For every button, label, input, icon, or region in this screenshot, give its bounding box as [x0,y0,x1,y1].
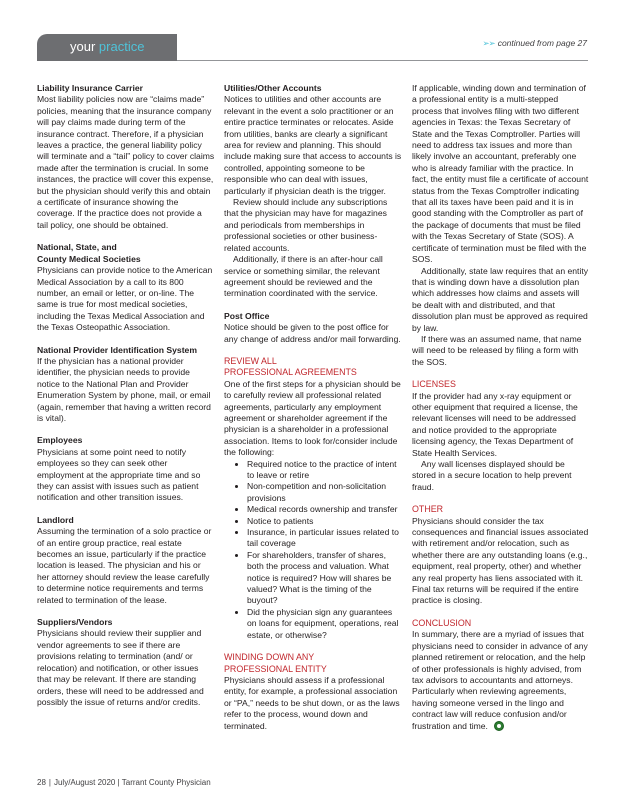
list-item: • Medical records ownership and transfer [247,504,402,515]
section-medical-societies [37,242,215,333]
heading-line: WINDING DOWN ANY [224,652,315,663]
section-heading: Post Office [224,310,270,321]
list-item: • Notice to patients [247,516,402,527]
section-employees [37,435,215,503]
page-footer [37,778,211,787]
section-heading: National Provider Identification System [37,344,197,355]
section-heading: Suppliers/Vendors [37,617,113,628]
paragraph: Physicians can provide notice to the American Medical Association by a call to its 800 number, an email or letter, or on-line. The same is true for most medical societies, including the Texas Medical Association and the Texas Osteopathic Association. [37,265,213,333]
list-item: • Did the physician sign any guarantees on loans for equipment, operations, real estate, or otherwise? [247,607,402,641]
section-agreements [224,356,402,641]
end-of-article-icon [494,721,504,731]
paragraph: Notices to utilities and other accounts are relevant in the event a solo practitioner or an entire practice terminates or relocates. Aside from utilities, banks are clearly a significant area for review and planning. This should include making sure that access to accounts is controlled, appointing someone to be responsible who can deal with issues, particularly if physician death is the trigger. [224,94,402,196]
paragraph: Assuming the termination of a solo practice or of an entire group practice, real estate becomes an issue, particularly if the practice location is leased. The physician and his or her attorney should review the lease carefully to determine notice requirements and terms related to termination of the lease. [37,526,212,605]
paragraph: Physicians should consider the tax consequences and financial issues associated with retirement and/or relocation, such as whether there are any outstanding loans (e.g., equipment, real property, other) and whether any real property has liens associated with it. Final tax returns will be required if the entire practice is closing. [412,515,589,606]
paragraph: Any wall licenses displayed should be stored in a secure location to help prevent fraud. [412,459,572,492]
section-winding-down [224,652,402,732]
section-word-your: your [70,39,96,54]
column-1 [37,83,215,719]
section-other [412,504,590,607]
section-tab [37,34,177,61]
column-2 [224,83,402,743]
section-heading [224,356,402,379]
heading-line: PROFESSIONAL ENTITY [224,663,327,674]
paragraph: If the physician has a national provider identifier, the physician needs to provide notice to the National Plan and Provider Enumeration System by phone, mail, or email (again, remember that having a written record is vital). [37,355,211,423]
section-heading: OTHER [412,504,444,515]
heading-line: PROFESSIONAL AGREEMENTS [224,367,357,378]
section-heading: Liability Insurance Carrier [37,83,144,93]
paragraph: Physicians should review their supplier and vendor agreements to see if there are provisions relating to termination (and/ or relocation) and notification, or other issues that may be relevant. If there are standing orders, these will need to be addressed and possibly the issue of returns and/or credits. [37,628,204,707]
paragraph: Notice should be given to the post office for any change of address and/or mail forwarding. [224,322,401,344]
section-heading: LICENSES [412,379,456,390]
section-utilities [224,83,402,300]
paragraph: Additionally, state law requires that an entity that is winding down have a dissolution plan which addresses how claims and assets will be dealt with and distributed, and that dissolution plan must be approved as required by law. [412,265,589,333]
continued-note [482,38,587,49]
paragraph: If there was an assumed name, that name will need to be released by filing a form with the SOS. [412,333,582,367]
section-heading: Landlord [37,514,74,525]
agreement-checklist [224,459,402,642]
paragraph [412,629,590,732]
heading-line: County Medical Societies [37,253,141,264]
list-item: • Insurance, in particular issues related to tail coverage [247,527,402,550]
paragraph: If the provider had any x-ray equipment or other equipment that required a license, the relevant licenses will need to be addressed and notice provided to the appropriate licensing agency, the Texas Department of State Health Services. [412,390,578,458]
paragraph: Additionally, if there is an after-hour call service or something similar, the relevant agreement should be reviewed and the termination coordinated with the service. [224,254,383,299]
paragraph: Physicians at some point need to notify employees so they can seek other employment at the appropriate time and so they can assist with issues such as patient notification and other transition issues. [37,446,201,503]
page-number: 28 [37,778,46,787]
section-word-practice: practice [98,39,145,54]
paragraph: If applicable, winding down and termination of a professional entity is a multi-stepped process that involves filing with two different agencies in Texas: the Texas Secretary of State and the Texas Comptroller. Parties will need to address tax issues and more than likely involve an accountant, preferably one who is already familiar with the practice. In fact, the entity must file a certificate of account status from the Texas Comptroller indicating that all its taxes have been paid and it is in good standing with the Comptroller as part of the package of documents that must be filed with the Texas Secretary of State (SOS). A certificate of termination must be filed with the SOS. [412,83,589,265]
paragraph: Physicians should assess if a professional entity, for example, a professional association or “PA,” needs to be shut down, or as the laws refer to the process, wound down and terminated. [224,674,400,731]
continued-text: continued from page 27 [497,38,587,48]
heading-line: National, State, and [37,242,117,253]
section-heading: Utilities/Other Accounts [224,83,322,93]
section-npi [37,345,215,425]
double-arrow-icon: ➢➢ [482,38,495,48]
section-heading [224,652,402,675]
paragraph: Most liability policies now are “claims made” policies, meaning that the insurance company will pay claims made during term of the insurance contract. Therefore, if a physician leaves a practice, the general liability policy will terminate and a “tail” policy to cover claims made after the termination is crucial. In some instances, the practice will cover this expense, but the physician should verify this and obtain a certificate of insurance showing the coverage. If the practice does not provide a tail policy, one should be obtained. [37,94,215,230]
issue-info: July/August 2020 | Tarrant County Physician [53,778,211,787]
paragraph: Review should include any subscriptions that the physician may have for magazines and periodicals from memberships in professional societies or other business-related accounts. [224,197,388,253]
section-heading: Employees [37,435,83,446]
section-licenses [412,379,590,493]
footer-separator: | [48,778,51,787]
section-landlord [37,515,215,606]
section-tab-label [70,39,144,54]
list-item: • For shareholders, transfer of shares, both the process and valuation. What notice is required? How will shares be valued? What is the timing of the buyout? [247,550,402,607]
list-item: • Required notice to the practice of intent to leave or retire [247,459,402,482]
section-conclusion [412,618,590,732]
section-winding-continued [412,83,590,368]
section-heading [37,242,215,265]
section-liability [37,83,215,231]
header-rule [177,60,588,61]
column-3 [412,83,590,743]
section-post-office [224,311,402,345]
section-suppliers [37,617,215,708]
heading-line: REVIEW ALL [224,355,277,366]
list-item: • Non-competition and non-solicitation provisions [247,481,402,504]
section-heading: CONCLUSION [412,617,472,628]
paragraph: One of the first steps for a physician should be to carefully review all professional related agreements, particularly any employment agreement or shareholder agreement if the physician is a shareholder in a professional association. Items to look for/consider include the following: [224,378,401,458]
conclusion-text: In summary, there are a myriad of issues that physicians need to consider in advance of any planned retirement or relocation, and the help of other professionals is highly advised, from tax advisors to accountants and attorneys. Particularly when reviewing agreements, having someone versed in the lingo and contract law will reduce confusion and/or frustration and time. [412,629,588,731]
